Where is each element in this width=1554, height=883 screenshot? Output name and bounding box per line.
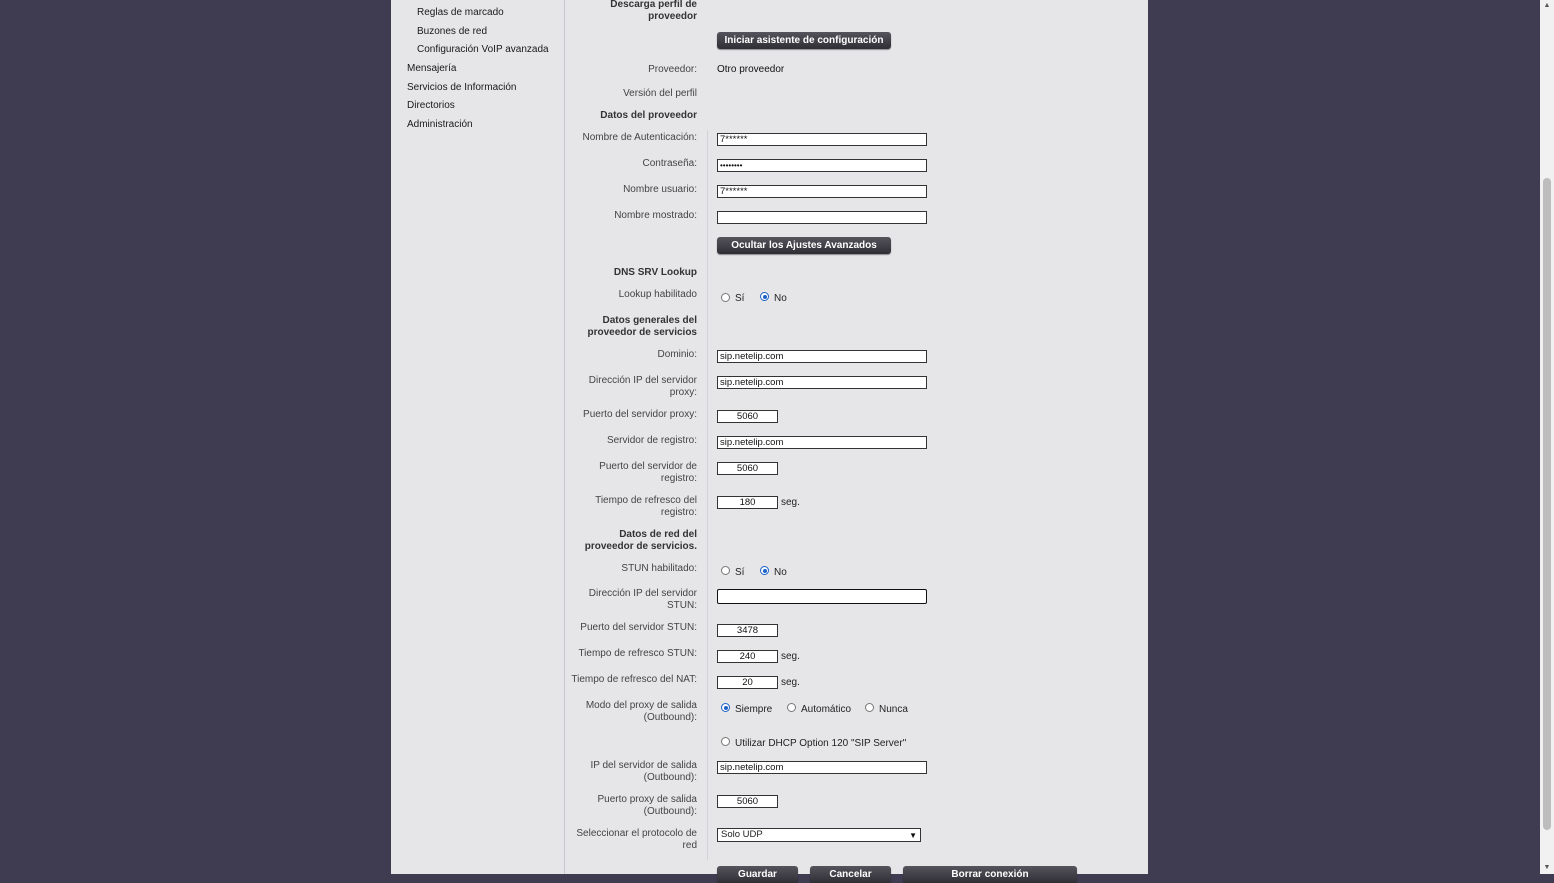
lookup-yes-radio[interactable] [721,293,730,302]
registrar-label: Servidor de registro: [606,435,697,446]
sidebar-item-network-mailboxes[interactable]: Buzones de red [417,26,488,37]
domain-input[interactable]: sip.netelip.com [717,350,927,363]
outbound-dhcp-radio[interactable] [721,737,730,746]
outbound-ip-input[interactable]: sip.netelip.com [717,761,927,774]
auth-name-input[interactable]: 7****** [717,133,927,146]
outbound-never-label: Nunca [879,704,908,715]
scroll-thumb[interactable] [1543,178,1551,830]
settings-form [565,0,1148,880]
registrar-input[interactable]: sip.netelip.com [717,436,927,449]
stun-refresh-label: Tiempo de refresco STUN: [578,648,697,659]
network-data-heading: Datos de red del proveedor de servicios. [584,529,697,552]
nat-refresh-unit: seg. [781,677,800,688]
sidebar-item-administration[interactable]: Administración [407,119,473,130]
proxy-ip-input[interactable]: sip.netelip.com [717,376,927,389]
general-data-heading: Datos generales del proveedor de servicios [587,315,697,338]
sidebar-item-messaging[interactable]: Mensajería [407,63,457,74]
outbound-never-radio[interactable] [865,703,874,712]
nat-refresh-input[interactable]: 20 [717,676,778,689]
lookup-label: Lookup habilitado [618,289,697,300]
sidebar [391,0,565,874]
outbound-auto-radio[interactable] [787,703,796,712]
provider-data-heading: Datos del proveedor [600,110,697,121]
lookup-no-radio[interactable] [760,292,769,301]
auth-name-label: Nombre de Autenticación: [582,132,697,143]
provider-value: Otro proveedor [717,64,785,75]
stun-port-input[interactable]: 3478 [717,624,778,637]
register-refresh-label: Tiempo de refresco del registro: [595,495,697,518]
password-label: Contraseña: [642,158,697,169]
provider-label: Proveedor: [648,64,697,75]
protocol-label: Seleccionar el protocolo de red [576,828,697,851]
stun-yes-label: Sí [735,567,745,578]
outbound-ip-label: IP del servidor de salida (Outbound): [590,760,697,783]
outbound-always-label: Siempre [735,704,773,715]
sidebar-item-dial-rules[interactable]: Reglas de marcado [417,7,504,18]
browser-frame [391,0,1148,880]
display-name-label: Nombre mostrado: [614,210,697,221]
lookup-yes-label: Sí [735,293,745,304]
outbound-port-input[interactable]: 5060 [717,795,778,808]
chevron-down-icon: ▼ [909,831,917,840]
sidebar-item-info-services[interactable]: Servicios de Información [407,82,517,93]
outbound-dhcp-label: Utilizar DHCP Option 120 "SIP Server" [735,738,907,749]
register-refresh-unit: seg. [781,497,800,508]
protocol-select-value: Solo UDP [721,829,763,840]
stun-port-label: Puerto del servidor STUN: [580,622,697,633]
delete-connection-button[interactable]: Borrar conexión [903,866,1077,883]
display-name-input[interactable] [717,211,927,224]
form-divider [707,130,708,860]
protocol-select[interactable] [717,828,921,842]
stun-enabled-label: STUN habilitado: [621,563,697,574]
registrar-port-input[interactable]: 5060 [717,462,778,475]
page-scrollbar[interactable] [1540,0,1554,874]
dns-heading: DNS SRV Lookup [613,267,697,278]
register-refresh-input[interactable]: 180 [717,496,778,509]
lookup-no-label: No [774,293,787,304]
password-input[interactable]: •••••••• [717,159,927,172]
profile-version-label: Versión del perfil [623,88,697,99]
stun-refresh-input[interactable]: 240 [717,650,778,663]
hide-advanced-button[interactable]: Ocultar los Ajustes Avanzados [717,237,891,254]
start-wizard-button[interactable]: Iniciar asistente de configuración [717,32,891,49]
nat-refresh-label: Tiempo de refresco del NAT: [571,674,697,685]
proxy-port-label: Puerto del servidor proxy: [583,409,697,420]
download-profile-label: Descarga perfil de proveedor [610,0,697,22]
stun-no-label: No [774,567,787,578]
domain-label: Dominio: [657,349,697,360]
registrar-port-label: Puerto del servidor de registro: [599,461,697,484]
cancel-button[interactable]: Cancelar [810,866,891,883]
stun-ip-input[interactable] [717,589,927,604]
username-input[interactable]: 7****** [717,185,927,198]
stun-refresh-unit: seg. [781,651,800,662]
outbound-mode-label: Modo del proxy de salida (Outbound): [585,700,697,723]
save-button[interactable]: Guardar [717,866,798,883]
sidebar-item-advanced-voip[interactable]: Configuración VoIP avanzada [417,44,549,55]
stun-yes-radio[interactable] [721,566,730,575]
outbound-auto-label: Automático [801,704,852,715]
outbound-port-label: Puerto proxy de salida (Outbound): [597,794,697,817]
stun-ip-label: Dirección IP del servidor STUN: [588,588,697,611]
username-label: Nombre usuario: [623,184,697,195]
sidebar-item-directories[interactable]: Directorios [407,100,455,111]
stun-no-radio[interactable] [760,566,769,575]
scroll-down-icon[interactable]: ▼ [1543,864,1551,871]
proxy-ip-label: Dirección IP del servidor proxy: [588,375,697,398]
outbound-always-radio[interactable] [721,703,730,712]
scroll-up-icon[interactable]: ▲ [1543,2,1551,9]
proxy-port-input[interactable]: 5060 [717,410,778,423]
